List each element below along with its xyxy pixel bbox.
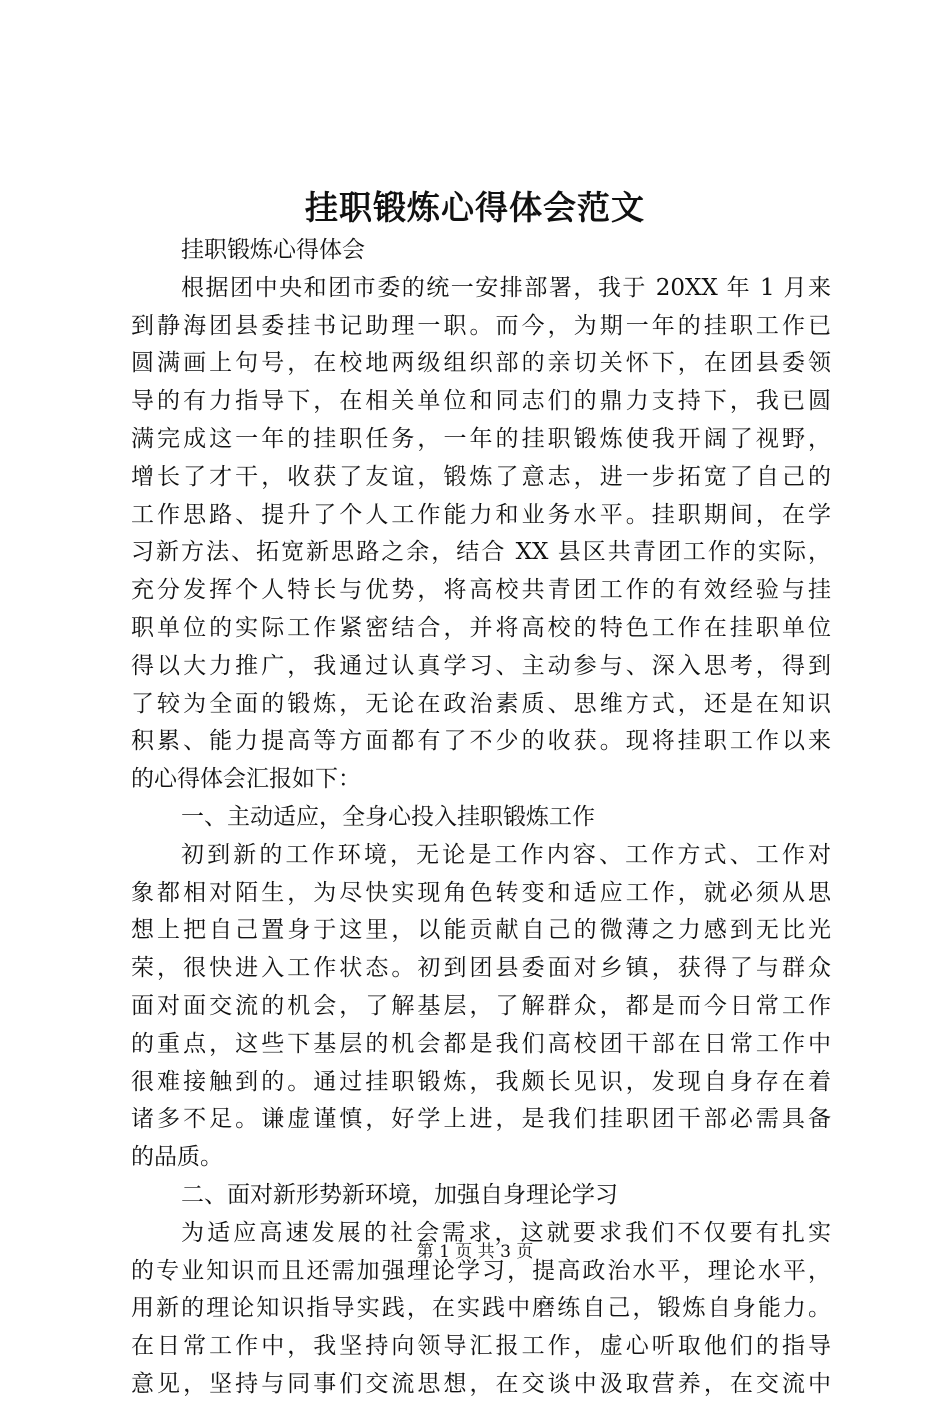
body-line: 习新方法、拓宽新思路之余，结合 XX 县区共青团工作的实际， (131, 539, 831, 566)
body-line: 面对面交流的机会，了解基层，了解群众，都是而今日常工作 (131, 992, 831, 1019)
body-line: 的重点，这些下基层的机会都是我们高校团干部在日常工作中 (131, 1030, 831, 1057)
body-line: 增长了才干，收获了友谊，锻炼了意志，进一步拓宽了自己的 (131, 463, 831, 490)
body-line: 到静海团县委挂书记助理一职。而今，为期一年的挂职工作已 (131, 312, 831, 339)
body-line: 的专业知识而且还需加强理论学习，提高政治水平，理论水平， (131, 1257, 831, 1284)
body-line: 得以大力推广，我通过认真学习、主动参与、深入思考，得到 (131, 652, 831, 679)
document-title: 挂职锻炼心得体会范文 (305, 188, 645, 227)
body-line: 导的有力指导下，在相关单位和同志们的鼎力支持下，我已圆 (131, 388, 831, 415)
body-line: 在日常工作中，我坚持向领导汇报工作，虚心听取他们的指导 (131, 1333, 831, 1360)
body-line: 满完成这一年的挂职任务，一年的挂职锻炼使我开阔了视野， (131, 425, 831, 452)
body-line: 职单位的实际工作紧密结合，并将高校的特色工作在挂职单位 (131, 614, 831, 641)
page-footer: 第 1 页 共 3 页 (416, 1242, 534, 1262)
body-line: 积累、能力提高等方面都有了不少的收获。现将挂职工作以来 (131, 728, 831, 755)
body-line: 初到新的工作环境，无论是工作内容、工作方式、工作对 (181, 841, 831, 868)
body-line: 圆满画上句号，在校地两级组织部的亲切关怀下，在团县委领 (131, 350, 831, 377)
body-line: 二、面对新形势新环境，加强自身理论学习 (181, 1181, 618, 1208)
body-line: 很难接触到的。通过挂职锻炼，我颇长见识，发现自身存在着 (131, 1068, 831, 1095)
body-line: 象都相对陌生，为尽快实现角色转变和适应工作，就必须从思 (131, 879, 831, 906)
body-line: 意见，坚持与同事们交流思想，在交谈中汲取营养，在交流中 (131, 1370, 831, 1397)
body-line: 一、主动适应，全身心投入挂职锻炼工作 (181, 803, 595, 830)
body-line: 工作思路、提升了个人工作能力和业务水平。挂职期间，在学 (131, 501, 831, 528)
body-line: 的心得体会汇报如下： (131, 766, 361, 793)
body-line: 用新的理论知识指导实践，在实践中磨练自己，锻炼自身能力。 (131, 1295, 831, 1322)
body-line: 为适应高速发展的社会需求，这就要求我们不仅要有扎实 (181, 1219, 831, 1246)
body-line: 的品质。 (131, 1144, 223, 1171)
body-line: 荣，很快进入工作状态。初到团县委面对乡镇，获得了与群众 (131, 955, 831, 982)
body-line: 诸多不足。谦虚谨慎，好学上进，是我们挂职团干部必需具备 (131, 1106, 831, 1133)
body-line: 想上把自己置身于这里，以能贡献自己的微薄之力感到无比光 (131, 917, 831, 944)
document-body (131, 232, 831, 1404)
body-line: 了较为全面的锻炼，无论在政治素质、思维方式，还是在知识 (131, 690, 831, 717)
body-line: 充分发挥个人特长与优势，将高校共青团工作的有效经验与挂 (131, 577, 831, 604)
body-line: 根据团中央和团市委的统一安排部署，我于 20XX 年 1 月来 (181, 274, 831, 301)
body-line: 挂职锻炼心得体会 (181, 237, 365, 263)
